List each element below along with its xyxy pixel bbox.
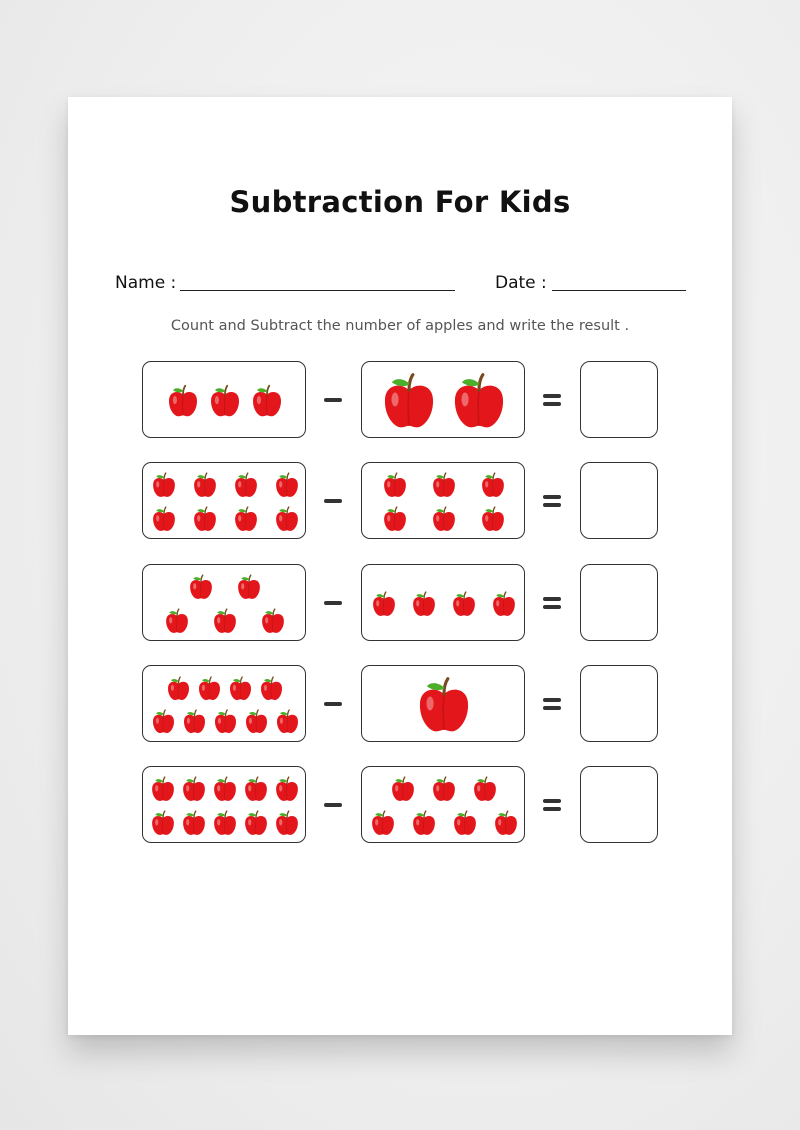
apple-icon [235,573,263,601]
minuend-box [142,462,306,539]
apple-icon [191,505,219,533]
apple-icon [490,590,518,618]
apple-icon [450,590,478,618]
equals-sign [543,597,561,609]
minuend-box [142,766,306,843]
apple-icon [196,675,223,702]
apple-icon [163,607,191,635]
apple-icon [370,590,398,618]
apple-icon [149,809,177,837]
apple-icon [243,708,270,735]
minus-sign [324,398,342,402]
answer-box[interactable] [580,361,658,438]
minuend-box [142,361,306,438]
subtrahend-box [361,361,525,438]
apple-icon [410,590,438,618]
apple-icon [149,775,177,803]
minuend-box [142,564,306,641]
apple-icon [430,505,458,533]
answer-box[interactable] [580,665,658,742]
apple-icon [448,370,510,432]
apple-icon [378,370,440,432]
apple-icon [211,809,239,837]
answer-box[interactable] [580,766,658,843]
apple-icon [389,775,417,803]
apple-icon [430,775,458,803]
apple-icon [381,505,409,533]
apple-icon [430,471,458,499]
equals-sign [543,698,561,710]
apple-icon [479,471,507,499]
apple-icon [165,383,201,419]
apple-icon [232,505,260,533]
apple-icon [249,383,285,419]
name-label: Name : [115,273,177,293]
apple-icon [242,775,270,803]
minus-sign [324,803,342,807]
equals-sign [543,495,561,507]
minus-sign [324,601,342,605]
equals-sign [543,799,561,811]
apple-icon [479,505,507,533]
subtrahend-box [361,462,525,539]
apple-icon [413,674,475,736]
apple-icon [381,471,409,499]
apple-icon [227,675,254,702]
apple-icon [191,471,219,499]
minuend-box [142,665,306,742]
apple-icon [258,675,285,702]
apple-icon [451,809,479,837]
apple-icon [181,708,208,735]
subtrahend-box [361,665,525,742]
apple-icon [150,505,178,533]
apple-icon [180,775,208,803]
date-label: Date : [495,273,547,293]
apple-icon [232,471,260,499]
minus-sign [324,499,342,503]
minus-sign [324,702,342,706]
answer-box[interactable] [580,462,658,539]
apple-icon [410,809,438,837]
apple-icon [242,809,270,837]
equals-sign [543,394,561,406]
apple-icon [273,471,301,499]
apple-icon [273,809,301,837]
worksheet-sheet [68,97,732,1035]
apple-icon [273,775,301,803]
apple-icon [165,675,192,702]
subtrahend-box [361,766,525,843]
apple-icon [273,505,301,533]
apple-icon [369,809,397,837]
date-input-line[interactable] [552,290,686,291]
apple-icon [207,383,243,419]
subtrahend-box [361,564,525,641]
answer-box[interactable] [580,564,658,641]
apple-icon [211,775,239,803]
apple-icon [259,607,287,635]
apple-icon [180,809,208,837]
apple-icon [187,573,215,601]
worksheet-title: Subtraction For Kids [229,185,571,219]
apple-icon [471,775,499,803]
instructions: Count and Subtract the number of apples and write the result . [170,318,630,334]
apple-icon [492,809,520,837]
apple-icon [211,607,239,635]
apple-icon [150,708,177,735]
apple-icon [150,471,178,499]
apple-icon [212,708,239,735]
apple-icon [274,708,301,735]
name-input-line[interactable] [180,290,455,291]
